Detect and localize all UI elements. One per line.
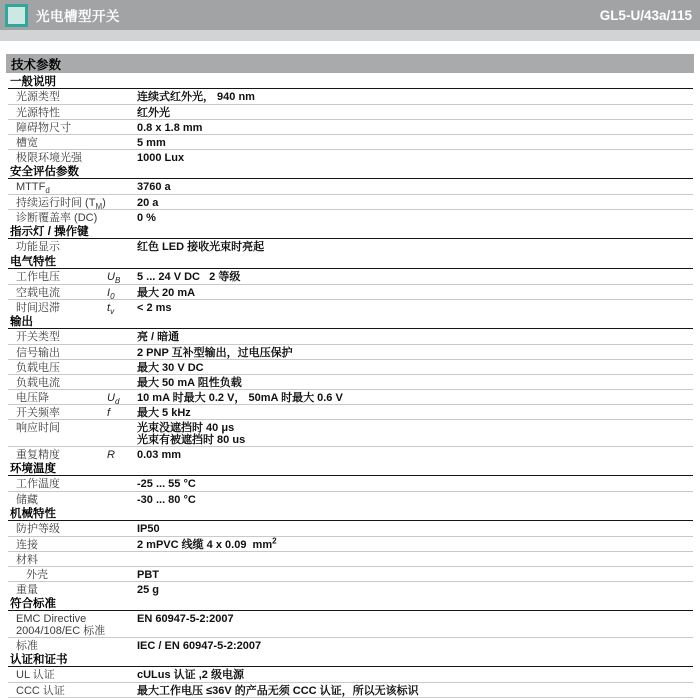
table-row: [8, 566, 693, 581]
table-row: [8, 104, 693, 119]
section-title-bar: [6, 54, 694, 73]
table-row: [8, 446, 693, 461]
table-row: [8, 194, 693, 212]
title-bar: [0, 0, 700, 30]
table-row: [8, 284, 693, 302]
section-title: 技术参数: [11, 57, 62, 72]
row-value: 红外光: [137, 107, 170, 119]
row-label: EMC Directive 2004/108/EC 标准: [16, 613, 106, 637]
row-value: 10 mA 时最大 0.2 V， 50mA 时最大 0.6 V: [137, 392, 343, 404]
row-label: UL 认证: [16, 669, 55, 681]
row-value: 最大 20 mA: [137, 287, 196, 299]
row-value: -30 ... 80 °C: [137, 494, 196, 506]
row-value: 2 mPVC 线缆 4 x 0.09 $mm^2$: [137, 536, 277, 551]
group-title-indicators: 指示灯 / 操作键: [8, 224, 693, 239]
table-row: [8, 119, 693, 134]
row-value: 最大 5 kHz: [137, 407, 191, 419]
row-value: 光束没遮挡时 40 μs 光束有被遮挡时 80 us: [137, 422, 246, 446]
row-value: 0.8 x 1.8 mm: [137, 122, 203, 134]
table-row: [8, 269, 693, 284]
row-value: 最大工作电压 ≤36V 的产品无须 CCC 认证，所以无该标识: [137, 685, 419, 697]
table-row: [8, 374, 693, 389]
table-row: [8, 344, 693, 359]
row-value: 1000 Lux: [137, 152, 185, 164]
row-label: 材料: [16, 554, 38, 566]
tech-parameters-table: [8, 74, 693, 698]
table-row: [8, 299, 693, 317]
group-title-approvals: 认证和证书: [8, 652, 693, 667]
table-row: [8, 682, 693, 698]
row-label: 工作电压: [16, 271, 60, 283]
table-row: [8, 551, 693, 566]
row-label: 时间迟滞: [16, 302, 60, 314]
row-value: EN 60947-5-2:2007: [137, 613, 234, 625]
row-value: PBT: [137, 569, 159, 581]
table-row: [8, 581, 693, 596]
row-value: 3760 a: [137, 181, 171, 193]
row-value: IP50: [137, 523, 160, 535]
header-strip: [0, 30, 700, 41]
row-label: 光源特性: [16, 107, 60, 119]
row-label: 槽宽: [16, 137, 38, 149]
group-title-general: 一般说明: [8, 74, 693, 89]
row-value: IEC / EN 60947-5-2:2007: [137, 640, 262, 652]
row-value: 亮 / 暗通: [137, 331, 180, 343]
row-label: 标准: [16, 640, 38, 652]
product-family-icon: [5, 4, 28, 27]
group-title-electrical: 电气特性: [8, 254, 693, 269]
row-value: cULus 认证 ,2 级电源: [137, 669, 244, 681]
table-row: [8, 491, 693, 506]
table-row: [8, 536, 693, 551]
table-row: [8, 209, 693, 224]
row-label: 持续运行时间 $(T_M)$: [16, 197, 106, 212]
group-title-ambient: 环境温度: [8, 461, 693, 476]
table-row: [8, 404, 693, 419]
page-title: 光电槽型开关: [36, 9, 120, 24]
table-row: [8, 667, 693, 682]
row-value: 25 g: [137, 584, 160, 596]
row-label: 诊断覆盖率 (DC): [16, 212, 98, 224]
row-value: 0.03 mm: [137, 449, 182, 461]
row-value: -25 ... 55 °C: [137, 478, 196, 490]
row-label: 负载电流: [16, 377, 60, 389]
row-label: 极限环境光强: [16, 152, 82, 164]
group-title-standards: 符合标准: [8, 596, 693, 611]
table-row: [8, 134, 693, 149]
row-value: 0 %: [137, 212, 156, 224]
row-label: 光源类型: [16, 91, 60, 103]
table-row: [8, 637, 693, 652]
spacer: [0, 41, 700, 54]
row-symbol: $I_0$: [107, 287, 115, 302]
row-label: 信号输出: [16, 347, 60, 359]
table-row: [8, 521, 693, 536]
row-symbol: $t_v$: [107, 302, 115, 317]
table-row: [8, 476, 693, 491]
row-label: $MTTF_d$: [16, 181, 50, 196]
row-label: 防护等级: [16, 523, 60, 535]
group-title-output: 输出: [8, 314, 693, 329]
row-label: 空载电流: [16, 287, 60, 299]
row-symbol: $U_d$: [107, 392, 120, 407]
row-label: 功能显示: [16, 241, 60, 253]
group-title-mechanical: 机械特性: [8, 506, 693, 521]
row-value: 最大 30 V DC: [137, 362, 204, 374]
row-value: 5 mm: [137, 137, 166, 149]
row-label: 响应时间: [16, 422, 60, 434]
row-value: 5 ... 24 V DC 2 等级: [137, 271, 241, 283]
table-row: [8, 611, 693, 637]
table-row: [8, 179, 693, 194]
table-row: [8, 149, 693, 164]
table-row: [8, 239, 693, 254]
row-symbol: $U_B$: [107, 271, 121, 286]
group-title-safety: 安全评估参数: [8, 164, 693, 179]
row-label: 负载电压: [16, 362, 60, 374]
row-label: 工作温度: [16, 478, 60, 490]
row-value: 20 a: [137, 197, 159, 209]
row-label: 连接: [16, 539, 38, 551]
table-row: [8, 419, 693, 446]
row-symbol: R: [107, 449, 115, 461]
table-row: [8, 89, 693, 104]
row-label: CCC 认证: [16, 685, 65, 697]
model-number: GL5-U/43a/115: [599, 7, 692, 23]
row-value: 2 PNP 互补型输出，过电压保护: [137, 347, 293, 359]
table-row: [8, 389, 693, 407]
table-row: [8, 329, 693, 344]
row-label: 储藏: [16, 494, 38, 506]
table-row: [8, 359, 693, 374]
row-value: 连续式红外光， 940 nm: [137, 91, 255, 103]
row-label: 电压降: [16, 392, 49, 404]
row-label: 重量: [16, 584, 38, 596]
row-label: 重复精度: [16, 449, 60, 461]
row-label: 外壳: [26, 569, 48, 581]
row-value: 红色 LED 接收光束时亮起: [137, 241, 265, 253]
row-label: 开关类型: [16, 331, 60, 343]
row-value: < 2 ms: [137, 302, 172, 314]
row-label: 开关频率: [16, 407, 60, 419]
row-value: 最大 50 mA 阻性负载: [137, 377, 242, 389]
row-symbol: f: [107, 407, 111, 419]
row-label: 障碍物尺寸: [16, 122, 71, 134]
